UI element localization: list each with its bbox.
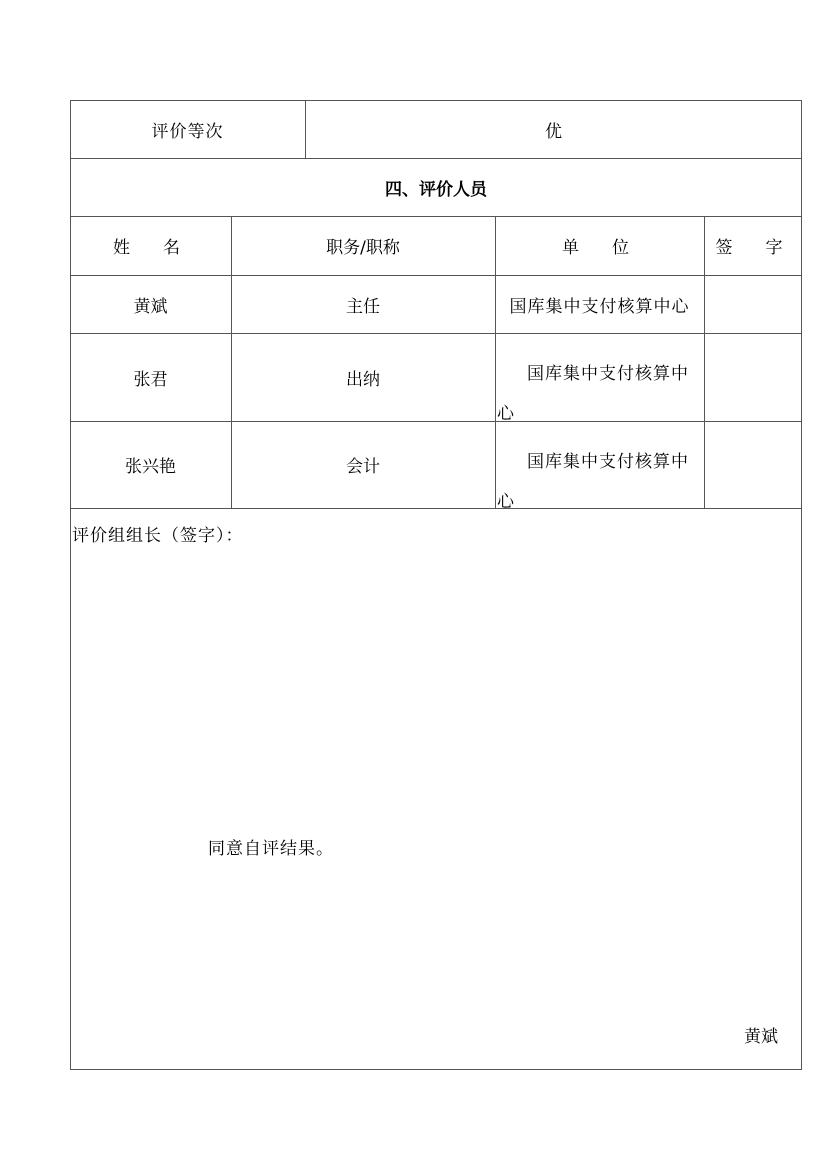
member-unit xyxy=(495,333,704,424)
member-unit xyxy=(495,421,704,512)
header-name: 姓 名 xyxy=(113,238,188,258)
member-signature xyxy=(704,275,802,333)
row-divider xyxy=(70,508,802,509)
member-unit: 国库集中支付核算中心 xyxy=(509,296,690,317)
member-signature xyxy=(704,421,802,508)
header-position: 职务/职称 xyxy=(326,238,400,258)
member-unit-line: 国库集中支付核算中 xyxy=(527,364,689,384)
member-signature xyxy=(704,333,802,421)
member-position: 主任 xyxy=(346,296,380,317)
member-name: 张兴艳 xyxy=(125,457,176,477)
member-name: 张君 xyxy=(133,369,168,390)
header-signature: 签 字 xyxy=(715,238,791,258)
leader-signature-label: 评价组组长（签字）： xyxy=(72,526,244,546)
section-title: 四、评价人员 xyxy=(385,179,487,200)
rating-value: 优 xyxy=(545,121,562,142)
member-name: 黄斌 xyxy=(133,296,168,317)
header-unit: 单 位 xyxy=(562,238,637,258)
member-unit-line: 心 xyxy=(497,492,514,512)
rating-label: 评价等次 xyxy=(151,121,224,142)
leader-opinion: 同意自评结果。 xyxy=(208,839,334,859)
member-unit-line: 心 xyxy=(497,404,514,424)
member-position: 会计 xyxy=(346,457,380,477)
member-position: 出纳 xyxy=(346,369,380,390)
member-unit-line: 国库集中支付核算中 xyxy=(527,452,689,472)
leader-signature: 黄斌 xyxy=(744,1027,778,1047)
